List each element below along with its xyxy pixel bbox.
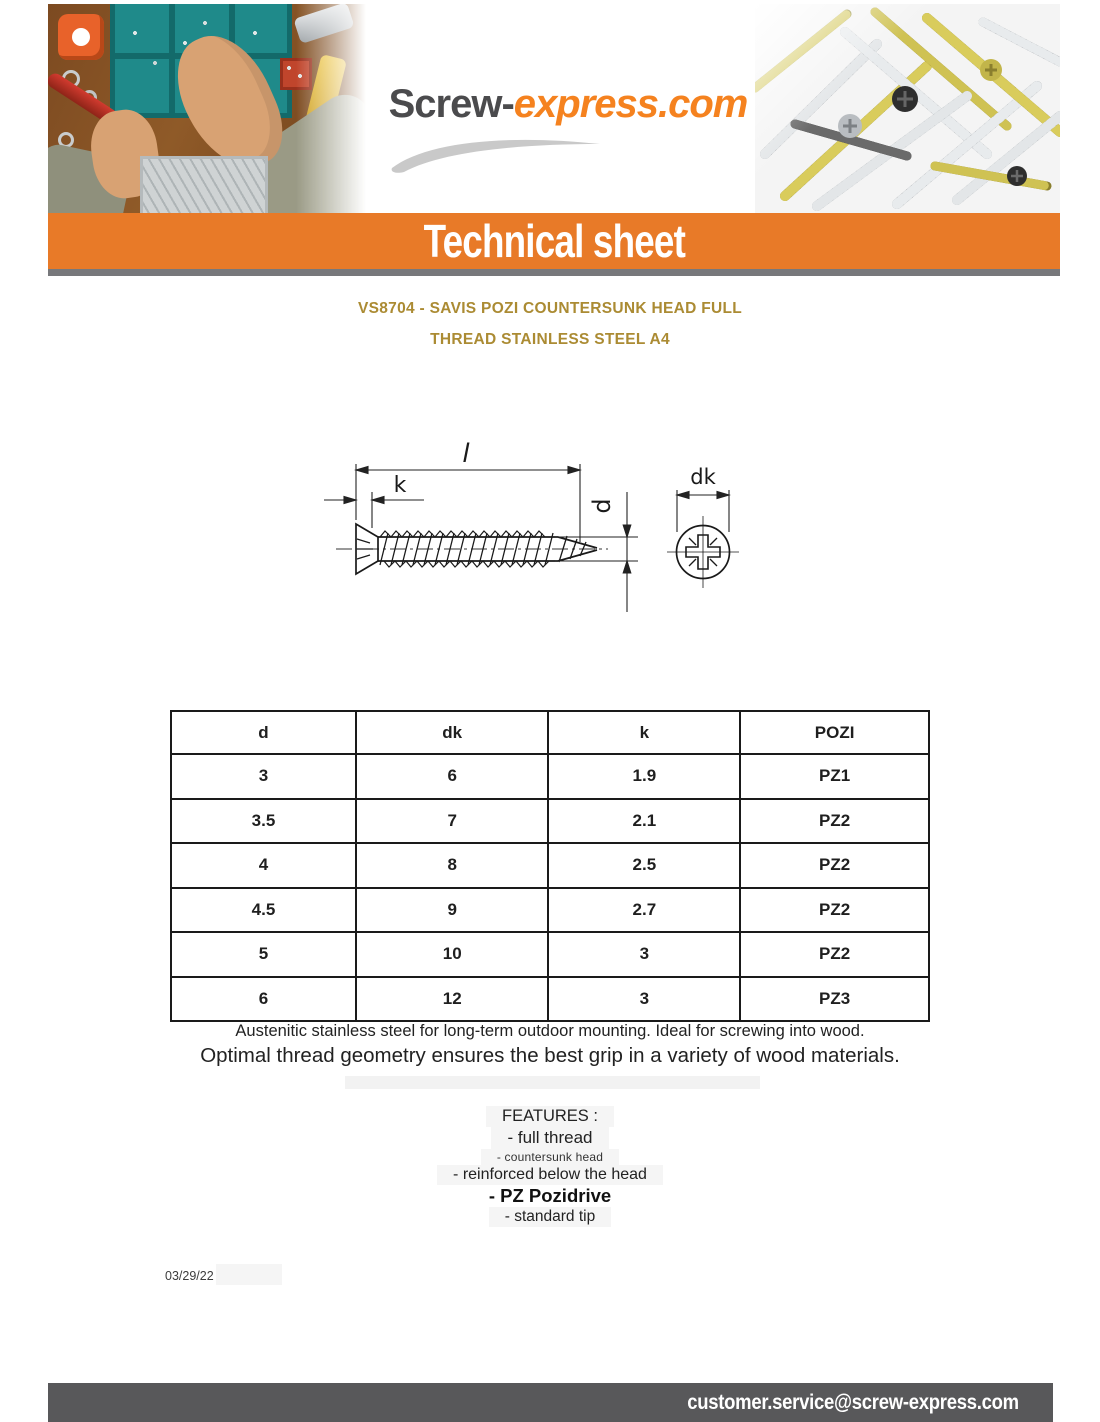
dimensions-table — [170, 710, 930, 1022]
logo-swoosh-icon — [386, 132, 616, 174]
table-cell: 5 — [171, 932, 356, 977]
pile-of-screws-photo — [755, 4, 1060, 213]
feature-item: - full thread — [0, 1127, 1100, 1149]
footer-bar — [48, 1383, 1053, 1422]
table-cell: 2.5 — [548, 843, 740, 888]
screws-pile-art — [755, 4, 1060, 213]
table-cell: PZ2 — [740, 888, 929, 933]
teal-organizer-box — [110, 4, 292, 118]
scan-artifact — [216, 1264, 282, 1285]
tape-measure — [58, 14, 104, 60]
banner-title: Technical sheet — [423, 215, 685, 267]
product-title-line1: VS8704 - SAVIS POZI COUNTERSUNK HEAD FULL — [357, 300, 743, 317]
logo-text — [378, 82, 758, 127]
table-cell: 2.1 — [548, 799, 740, 844]
technical-sheet-banner — [48, 213, 1060, 269]
table-header-cell: dk — [356, 711, 549, 754]
customer-service-email: customer.service@screw-express.com — [687, 1390, 1019, 1414]
table-header-cell: d — [171, 711, 356, 754]
table-row — [171, 888, 929, 933]
table-cell: PZ2 — [740, 843, 929, 888]
product-title-line2: THREAD STAINLESS STEEL A4 — [430, 331, 670, 348]
description-line2: Optimal thread geometry ensures the best grip in a variety of wood materials. — [200, 1044, 900, 1067]
screw-technical-drawing — [300, 432, 770, 632]
table-row — [171, 977, 929, 1022]
table-cell: PZ2 — [740, 932, 929, 977]
table-header-cell: k — [548, 711, 740, 754]
hand — [161, 21, 297, 184]
table-cell: 6 — [356, 754, 549, 799]
table-cell: 3 — [171, 754, 356, 799]
table-cell: 1.9 — [548, 754, 740, 799]
scan-artifact — [345, 1076, 760, 1089]
table-cell: 10 — [356, 932, 549, 977]
shirt-sleeve — [211, 85, 366, 213]
table-cell: 9 — [356, 888, 549, 933]
table-cell: PZ2 — [740, 799, 929, 844]
table-cell: 3.5 — [171, 799, 356, 844]
hands-sorting-screws-photo — [48, 4, 366, 213]
table-row — [171, 932, 929, 977]
features-heading: FEATURES : — [0, 1106, 1100, 1127]
screw-tray — [140, 156, 268, 213]
table-cell: 3 — [548, 932, 740, 977]
table-row — [171, 799, 929, 844]
product-title — [0, 293, 1100, 355]
red-screwdriver — [48, 71, 147, 145]
table-cell: PZ3 — [740, 977, 929, 1022]
yellow-tool — [303, 54, 347, 136]
table-cell: 6 — [171, 977, 356, 1022]
dim-label-d: d — [588, 498, 616, 514]
dim-label-l: l — [462, 439, 470, 469]
description-line1: Austenitic stainless steel for long-term outdoor mounting. Ideal for screwing into wood. — [235, 1022, 865, 1040]
logo-part2: express.com — [513, 82, 748, 126]
banner-underline — [48, 269, 1060, 276]
header — [48, 4, 1060, 213]
table-cell: 7 — [356, 799, 549, 844]
table-cell: 12 — [356, 977, 549, 1022]
logo — [378, 4, 758, 213]
features-section — [0, 1106, 1100, 1227]
dim-label-dk: dk — [690, 465, 716, 489]
silver-drill — [293, 4, 354, 44]
dim-label-k: k — [393, 473, 407, 498]
table-cell: 3 — [548, 977, 740, 1022]
washer — [82, 90, 97, 105]
feature-item: - PZ Pozidrive — [488, 1185, 612, 1206]
feature-item: - reinforced below the head — [0, 1165, 1100, 1185]
table-cell: 8 — [356, 843, 549, 888]
washer — [62, 70, 80, 88]
table-row — [171, 843, 929, 888]
feature-item: - countersunk head — [0, 1149, 1100, 1165]
feature-item: - standard tip — [0, 1207, 1100, 1227]
revision-date: 03/29/22 — [165, 1269, 214, 1283]
table-cell: 4 — [171, 843, 356, 888]
shirt-sleeve — [48, 141, 134, 213]
table-header-cell: POZI — [740, 711, 929, 754]
red-parts-box — [280, 58, 312, 90]
logo-part1: Screw- — [388, 82, 514, 126]
table-header-row — [171, 711, 929, 754]
table-cell: 4.5 — [171, 888, 356, 933]
table-row — [171, 754, 929, 799]
washer — [58, 132, 74, 148]
hand — [86, 106, 164, 202]
table-cell: PZ1 — [740, 754, 929, 799]
table-cell: 2.7 — [548, 888, 740, 933]
